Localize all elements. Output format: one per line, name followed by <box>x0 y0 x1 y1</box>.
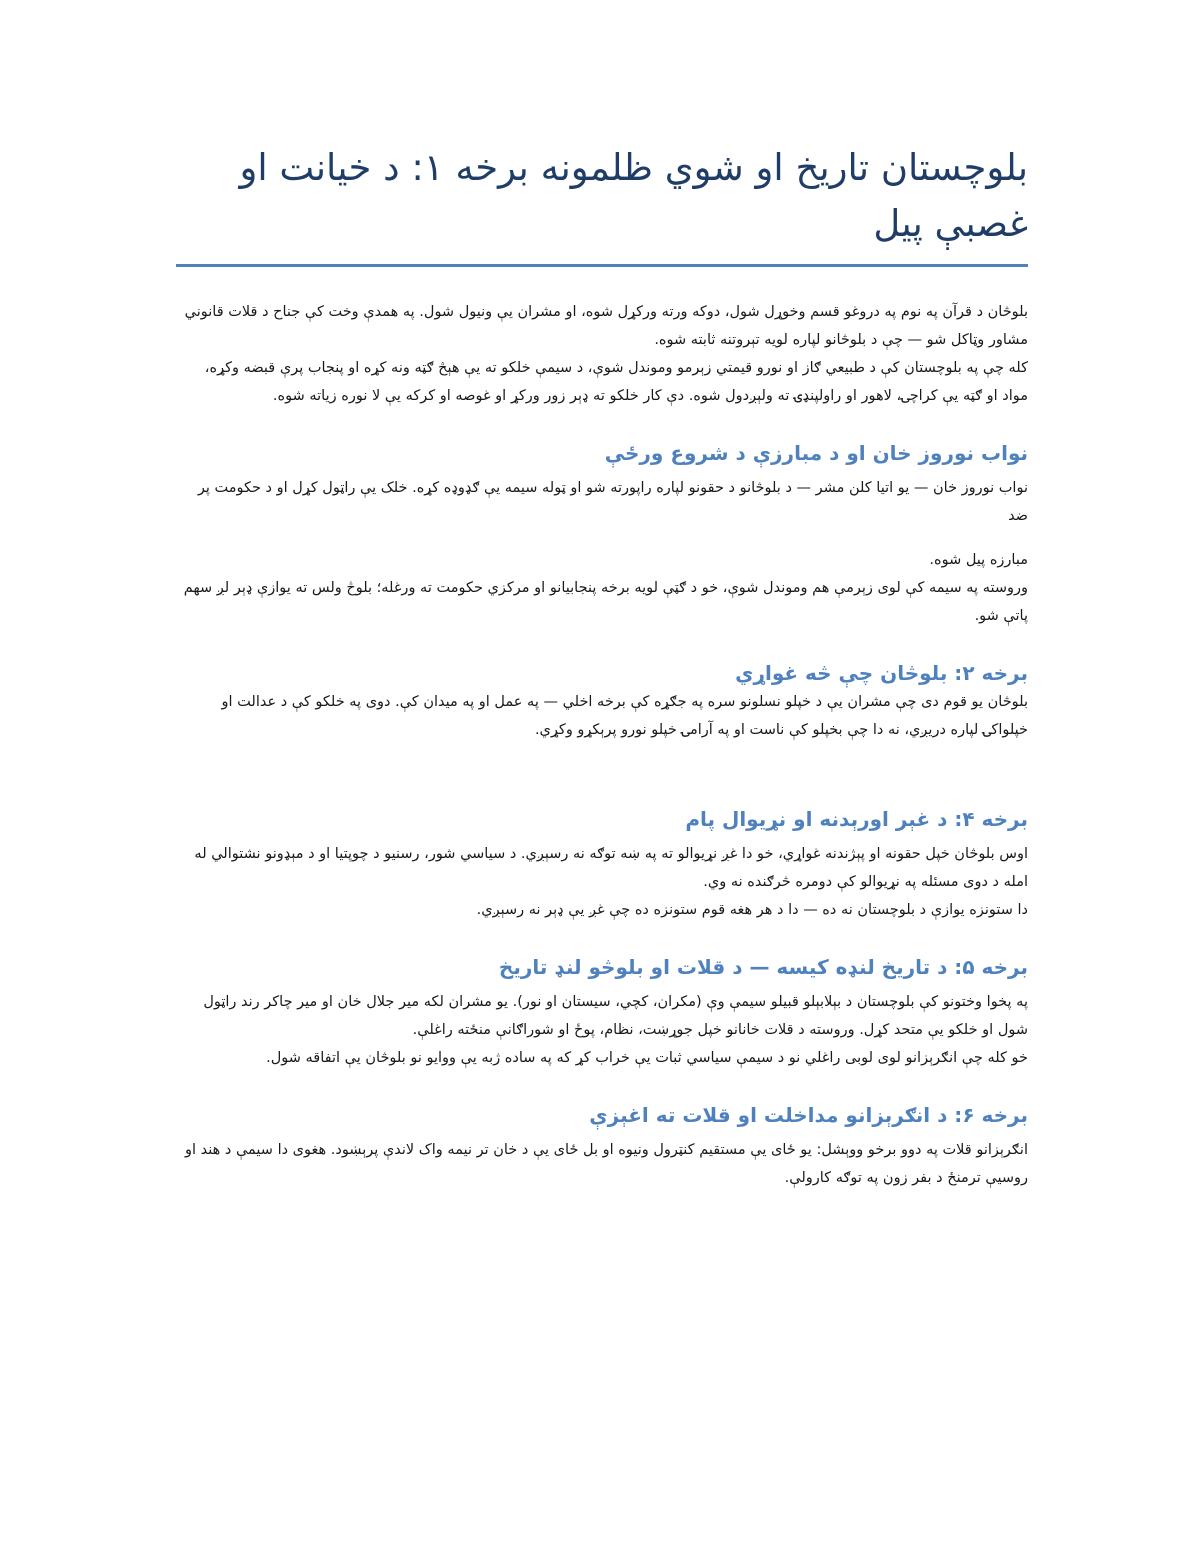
section-paragraph: دا ستونزه یوازې د بلوچستان نه ده — دا د هر هغه قوم ستونزه ده چې غږ یې ډېر نه رسېږي. <box>476 902 1028 918</box>
section-heading-part-3: برخه ۲: بلوڅان چې څه غواړي <box>735 661 1028 685</box>
intro-paragraph-1: بلوڅان د قرآن په نوم په دروغو قسم وخوړل شول، دوکه ورته ورکړل شوه، او مشران یې ونیول شول. په همدې وخت کې جناح د قلات قانوني مشاور وټاکل شو — چې د بلوڅانو لپاره لویه تېروتنه ثابته شوه. <box>184 304 1028 348</box>
section-paragraph: انګرېزانو قلات په دوو برخو ووېشل: یو ځای یې مستقیم کنټرول ونیوه او بل ځای یې د خان تر نیمه واک لاندې پرېښود. هغوی دا سیمې د هند او روسیې ترمنځ د بفر زون په توګه کارولې. <box>185 1142 1028 1186</box>
section-paragraph: خو کله چې انګرېزانو لوی لوبی راغلي نو د سیمې سیاسي ثبات یې خراب کړ که په ساده ژبه یې ووایو نو بلوڅان یې اتفاقه شول. <box>266 1050 1028 1066</box>
section-heading-part-6: برخه ۶: د انګرېزانو مداخلت او قلات ته اغېزې <box>589 1103 1028 1127</box>
section-heading-nawab: نواب نوروز خان او د مبارزې د شروع ورځې <box>604 441 1028 465</box>
section-paragraph: په پخوا وختونو کې بلوچستان د بېلابېلو قبیلو سیمې وې (مکران، کچي، سیستان او نور). یو مشران لکه میر جلال خان او میر چاکر رند راټول شول او خلکو یې متحد کړل. وروسته د قلات خانانو خپل جوړښت، نظام، پوځ او شوراګانې منځته راغلې. <box>203 994 1028 1038</box>
title-block <box>176 140 1028 252</box>
intro-paragraph-2: کله چې په بلوچستان کې د طبیعي ګاز او نورو قیمتي زېرمو وموندل شوې، د سیمې خلکو ته یې هېڅ ګټه ونه کړه او پنجاب پرې قبضه وکړه، مواد او ګټه یې کراچۍ، لاهور او راولپنډۍ ته ولېږدول شوه. دې کار خلکو ته ډېر زور ورکړ او غوصه او کرکه یې لا نوره زیاته شوه. <box>204 360 1028 404</box>
section-paragraph: بلوڅان یو قوم دی چې مشران یې د خپلو نسلونو سره په جګړه کې برخه اخلي — په عمل او په میدان کې. دوی په خلکو کې د عدالت او خپلواکۍ لپاره دریږي، نه دا چې بخپلو کې ناست او په آرامۍ خپلو نورو پرېکړو وکړي. <box>221 694 1028 738</box>
section-paragraph: مبارزه پیل شوه. <box>929 552 1028 568</box>
title-divider <box>176 264 1028 267</box>
document-title: بلوچستان تاریخ او شوي ظلمونه برخه ۱: د خیانت او غصبې پیل <box>239 146 1028 245</box>
section-heading-part-5: برخه ۵: د تاریخ لنډه کیسه — د قلات او بلوڅو لنډ تاریخ <box>498 955 1028 979</box>
spacer <box>176 410 1028 438</box>
section-paragraph: وروسته په سیمه کې لوی زېرمې هم وموندل شوې، خو د ګټې لویه برخه پنجابیانو او مرکزي حکومت ته ورغله؛ بلوڅ ولس ته یوازې ډېر لږ سهم پاتې شو. <box>183 580 1028 624</box>
document-body <box>176 298 1028 1192</box>
section-heading-part-4: برخه ۴: د غېر اورېدنه او نړیوال پام <box>685 807 1028 831</box>
section-paragraph: نواب نوروز خان — یو اتیا کلن مشر — د بلوڅانو د حقونو لپاره راپورته شو او ټوله سیمه یې ګډوډه کړه. خلک یې راټول کړل او د حکومت پر ضد <box>197 480 1028 524</box>
section-paragraph: اوس بلوڅان خپل حقونه او پېژندنه غواړي، خو دا غږ نړیوالو ته په ښه توګه نه رسېږي. د سیاسي شور، رسنیو د چوپتیا او د مېډونو نشتوالي له امله د دوی مسئله په نړیوالو کې دومره څرګنده نه وي. <box>194 846 1028 890</box>
